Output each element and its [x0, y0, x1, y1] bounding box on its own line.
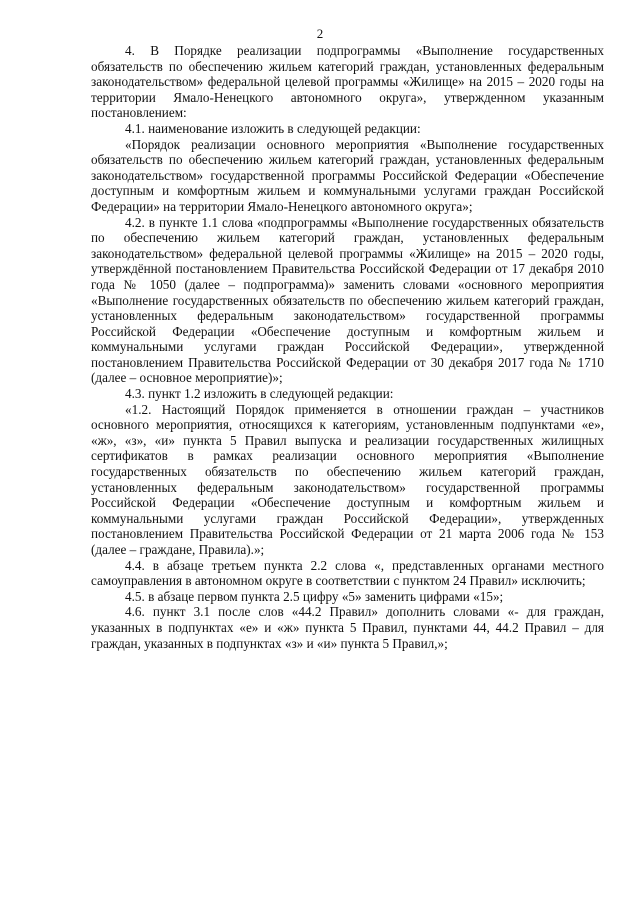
- paragraph-4-4: 4.4. в абзаце третьем пункта 2.2 слова «, представленных органами местного самоуправления в автономном округе в соответствии с пунктом 24 Правил» исключить;: [91, 557, 604, 589]
- paragraph-4: 4. В Порядке реализации подпрограммы «Выполнение государственных обязательств по обеспечению жильем категорий граждан, установленных федеральным законодательством» федеральной целевой программы «Жилище» на 2015 – 2020 годы на территории Ямало-Ненецкого автономного округа», утвержденном указанным постановлением:: [91, 43, 604, 121]
- paragraph-4-5: 4.5. в абзаце первом пункта 2.5 цифру «5» заменить цифрами «15»;: [125, 588, 504, 604]
- paragraph-4-2: 4.2. в пункте 1.1 слова «подпрограммы «Выполнение государственных обязательств по обеспечению жильем категорий граждан, установленных федеральным законодательством» федеральной целевой программы «Жилище» на 2015 – 2020 годы, утверждённой постановлением Правительства Российской Федерации от 17 декабря 2010 года № 1050 (далее – подпрограмма)» заменить словами «основного мероприятия «Выполнение государственных обязательств по обеспечению жильем категорий граждан, установленных федеральным законодательством» государственной программы Российской Федерации «Обеспечение доступным и комфортным жильем и коммунальными услугами граждан Российской Федерации», утвержденной постановлением Правительства Российской Федерации от 30 декабря 2017 года № 1710 (далее – основное мероприятие)»;: [91, 214, 604, 386]
- paragraph-4-1-text: «Порядок реализации основного мероприятия «Выполнение государственных обязательств по обеспечению жильем категорий граждан, установленных федеральным законодательством» государственной программы Российской Федерации «Обеспечение доступным и комфортным жильем и коммунальными услугами граждан Российской Федерации» на территории Ямало-Ненецкого автономного округа»;: [91, 136, 604, 214]
- paragraph-4-3-text: «1.2. Настоящий Порядок применяется в отношении граждан – участников основного мероприятия, относящихся к категориям, установленным подпунктами «е», «ж», «з», «и» пункта 5 Правил выпуска и реализации государственных жилищных сертификатов в рамках реализации основного мероприятия «Выполнение государственных обязательств по обеспечению жильем категорий граждан, установленных федеральным законодательством» государственной программы Российской Федерации «Обеспечение доступным и комфортным жильем и коммунальными услугами граждан Российской Федерации», утвержденных постановлением Правительства Российской Федерации от 21 марта 2006 года № 153 (далее – граждане, Правила).»;: [91, 401, 604, 557]
- paragraph-4-1: 4.1. наименование изложить в следующей редакции:: [125, 120, 421, 136]
- page-number: 2: [316, 26, 324, 41]
- paragraph-4-3: 4.3. пункт 1.2 изложить в следующей редакции:: [125, 386, 394, 402]
- document-body: [91, 43, 604, 651]
- paragraph-4-6: 4.6. пункт 3.1 после слов «44.2 Правил» дополнить словами «- для граждан, указанных в подпунктах «е» и «ж» пункта 5 Правил, пунктами 44, 44.2 Правил – для граждан, указанных в подпунктах «з» и «и» пункта 5 Правил,»;: [91, 604, 604, 651]
